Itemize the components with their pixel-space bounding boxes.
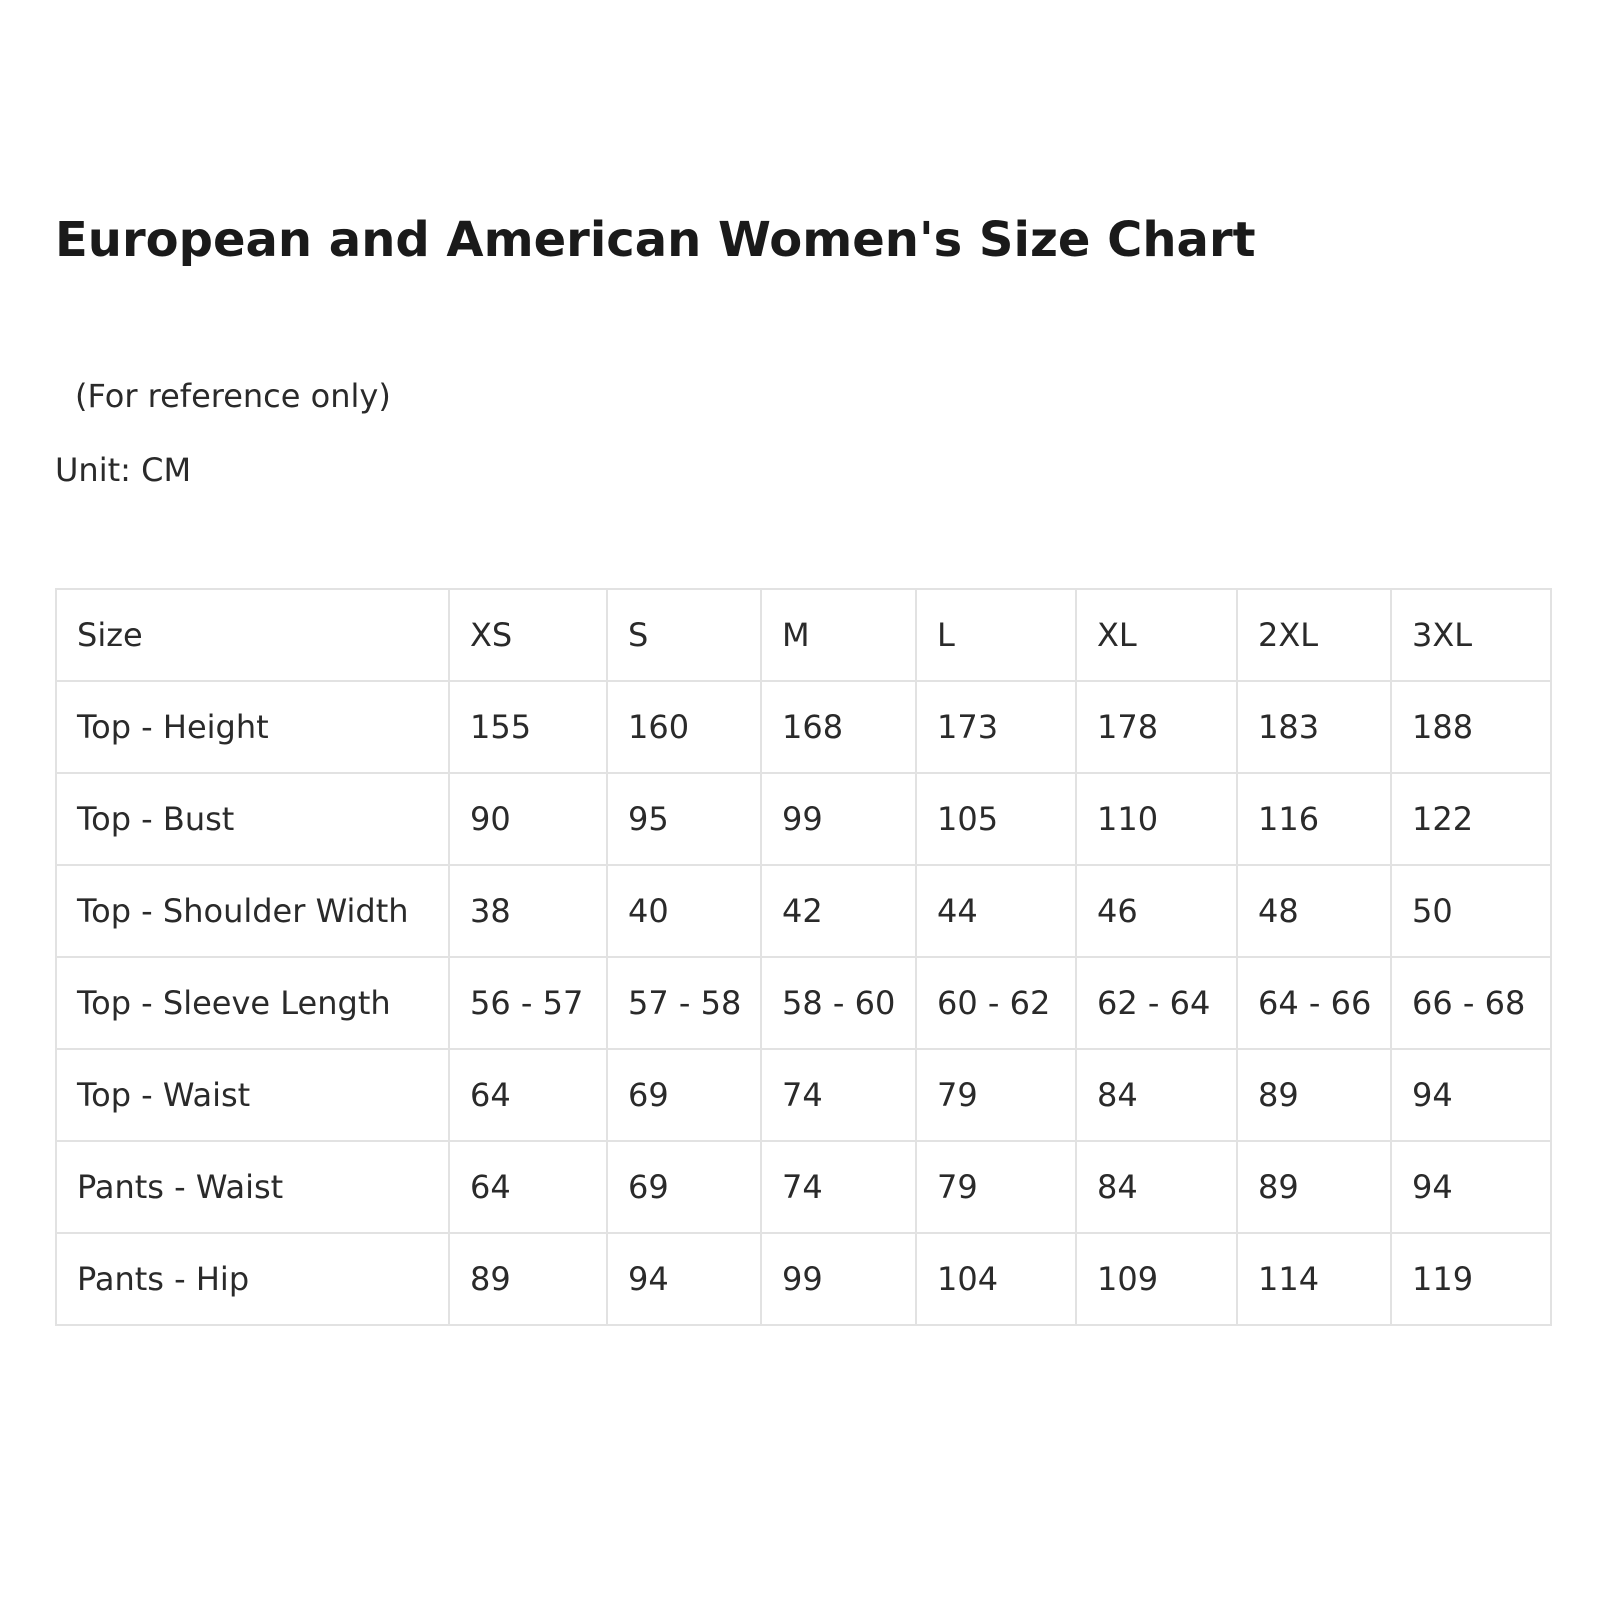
row-label-cell: Top - Height xyxy=(56,681,449,773)
measurement-cell: 173 xyxy=(916,681,1076,773)
measurement-cell: 58 - 60 xyxy=(761,957,916,1049)
row-label-cell: Top - Shoulder Width xyxy=(56,865,449,957)
measurement-cell: 74 xyxy=(761,1049,916,1141)
reference-note: (For reference only) xyxy=(75,377,391,415)
measurement-cell: 110 xyxy=(1076,773,1237,865)
measurement-cell: 56 - 57 xyxy=(449,957,607,1049)
size-header-cell: L xyxy=(916,589,1076,681)
measurement-cell: 155 xyxy=(449,681,607,773)
table-row xyxy=(56,681,1551,773)
measurement-cell: 122 xyxy=(1391,773,1551,865)
measurement-cell: 60 - 62 xyxy=(916,957,1076,1049)
measurement-cell: 38 xyxy=(449,865,607,957)
size-header-cell: XL xyxy=(1076,589,1237,681)
measurement-cell: 168 xyxy=(761,681,916,773)
measurement-cell: 183 xyxy=(1237,681,1391,773)
size-header-cell: 2XL xyxy=(1237,589,1391,681)
measurement-cell: 188 xyxy=(1391,681,1551,773)
measurement-cell: 84 xyxy=(1076,1141,1237,1233)
row-label-cell: Top - Sleeve Length xyxy=(56,957,449,1049)
measurement-cell: 89 xyxy=(449,1233,607,1325)
measurement-cell: 40 xyxy=(607,865,761,957)
size-header-cell: 3XL xyxy=(1391,589,1551,681)
table-row xyxy=(56,1233,1551,1325)
measurement-cell: 99 xyxy=(761,773,916,865)
row-label-cell: Pants - Hip xyxy=(56,1233,449,1325)
row-label-cell: Top - Bust xyxy=(56,773,449,865)
measurement-cell: 50 xyxy=(1391,865,1551,957)
measurement-cell: 69 xyxy=(607,1141,761,1233)
measurement-cell: 79 xyxy=(916,1141,1076,1233)
header-label-cell: Size xyxy=(56,589,449,681)
table-row xyxy=(56,1141,1551,1233)
measurement-cell: 109 xyxy=(1076,1233,1237,1325)
measurement-cell: 89 xyxy=(1237,1141,1391,1233)
measurement-cell: 178 xyxy=(1076,681,1237,773)
measurement-cell: 48 xyxy=(1237,865,1391,957)
measurement-cell: 89 xyxy=(1237,1049,1391,1141)
unit-label: Unit: CM xyxy=(55,451,192,489)
measurement-cell: 42 xyxy=(761,865,916,957)
size-header-cell: M xyxy=(761,589,916,681)
size-chart-body xyxy=(56,589,1551,1325)
row-label-cell: Pants - Waist xyxy=(56,1141,449,1233)
measurement-cell: 116 xyxy=(1237,773,1391,865)
measurement-cell: 119 xyxy=(1391,1233,1551,1325)
table-row xyxy=(56,1049,1551,1141)
measurement-cell: 44 xyxy=(916,865,1076,957)
measurement-cell: 94 xyxy=(607,1233,761,1325)
measurement-cell: 84 xyxy=(1076,1049,1237,1141)
measurement-cell: 66 - 68 xyxy=(1391,957,1551,1049)
table-row xyxy=(56,957,1551,1049)
measurement-cell: 64 - 66 xyxy=(1237,957,1391,1049)
measurement-cell: 105 xyxy=(916,773,1076,865)
size-header-cell: S xyxy=(607,589,761,681)
measurement-cell: 64 xyxy=(449,1141,607,1233)
header-row xyxy=(56,589,1551,681)
measurement-cell: 160 xyxy=(607,681,761,773)
measurement-cell: 46 xyxy=(1076,865,1237,957)
measurement-cell: 94 xyxy=(1391,1141,1551,1233)
table-row xyxy=(56,773,1551,865)
size-header-cell: XS xyxy=(449,589,607,681)
size-chart-table xyxy=(55,588,1552,1326)
page-title: European and American Women's Size Chart xyxy=(55,212,1256,268)
measurement-cell: 64 xyxy=(449,1049,607,1141)
measurement-cell: 90 xyxy=(449,773,607,865)
measurement-cell: 95 xyxy=(607,773,761,865)
measurement-cell: 104 xyxy=(916,1233,1076,1325)
measurement-cell: 62 - 64 xyxy=(1076,957,1237,1049)
measurement-cell: 69 xyxy=(607,1049,761,1141)
measurement-cell: 114 xyxy=(1237,1233,1391,1325)
measurement-cell: 74 xyxy=(761,1141,916,1233)
row-label-cell: Top - Waist xyxy=(56,1049,449,1141)
measurement-cell: 79 xyxy=(916,1049,1076,1141)
measurement-cell: 94 xyxy=(1391,1049,1551,1141)
measurement-cell: 99 xyxy=(761,1233,916,1325)
table-row xyxy=(56,865,1551,957)
measurement-cell: 57 - 58 xyxy=(607,957,761,1049)
